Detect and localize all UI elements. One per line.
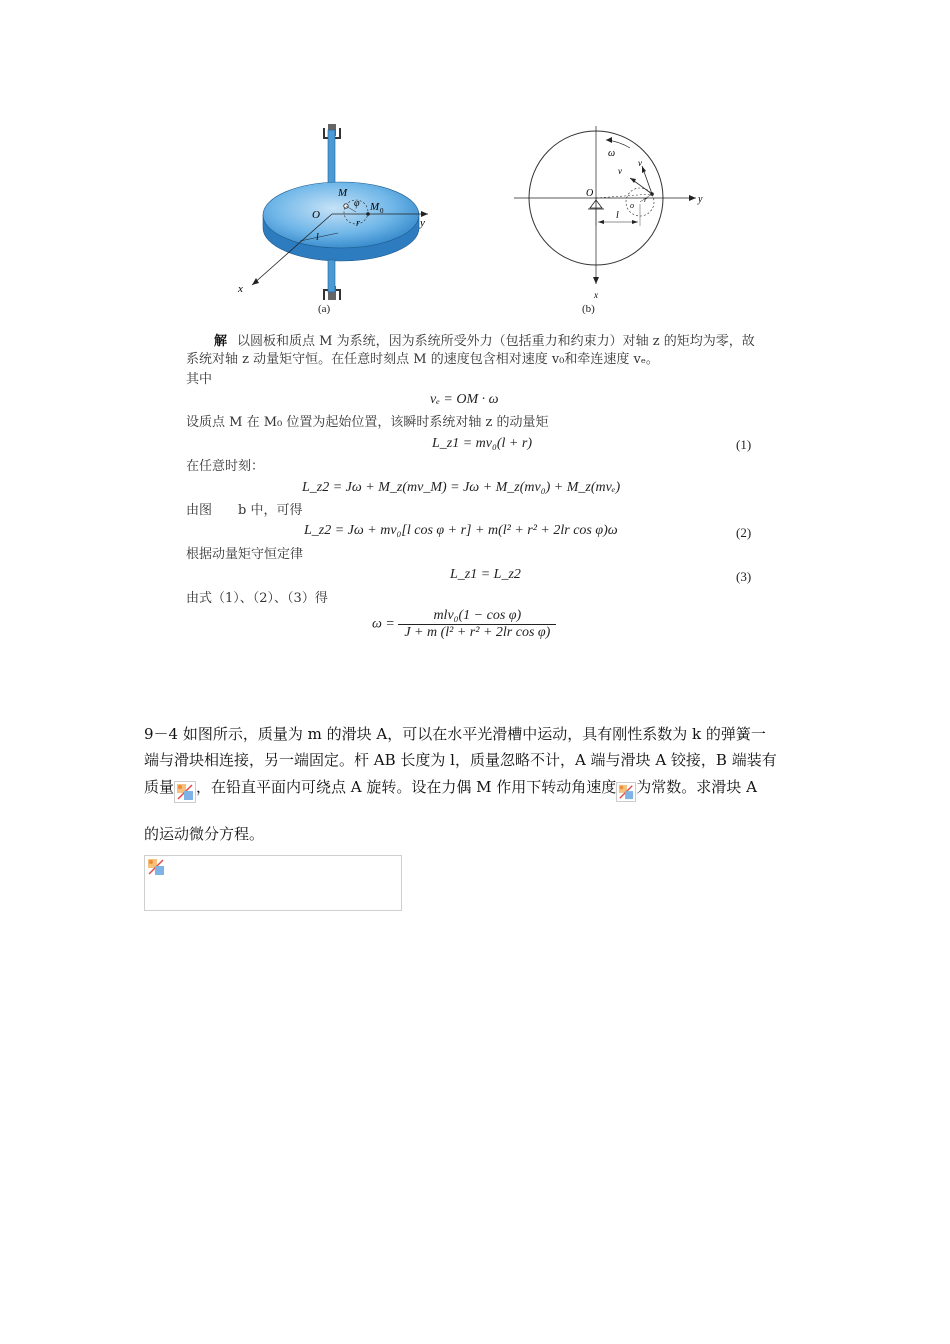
- problem-line-3b: ，在铅直平面内可绕点 A 旋转。设在力偶 M 作用下转动角速度: [196, 778, 617, 796]
- fig-b-label-y: y: [698, 194, 703, 205]
- fig-a-label-M0: M: [370, 201, 380, 213]
- equation-lz2-expand: L_z2 = Jω + M_z(mv_M) = Jω + M_z(mv₀) + M_z(mvₑ): [302, 480, 621, 495]
- equation-2-number: (2): [736, 525, 752, 540]
- figure-a: [228, 120, 438, 320]
- fig-b-label-l: l: [616, 210, 619, 221]
- fig-a-label-O: O: [312, 209, 320, 221]
- equation-2: L_z2 = Jω + mv₀[l cos φ + r] + m(l² + r² + 2lr cos φ)ω: [304, 523, 618, 538]
- solution-line4: 由图 b 中，可得: [186, 503, 303, 518]
- final-numerator: mlv₀(1 − cos φ): [398, 608, 556, 625]
- solution-line5: 根据动量矩守恒定律: [186, 547, 304, 562]
- solution-line2: 设质点 M 在 M₀ 位置为起始位置，该瞬时系统对轴 z 的动量矩: [186, 415, 549, 430]
- fig-b-label-vr: v: [618, 166, 622, 176]
- fig-a-label-M0-sub: 0: [380, 207, 384, 215]
- fig-a-label-l: l: [316, 232, 319, 243]
- problem-line-1: 9－4 如图所示，质量为 m 的滑块 A，可以在水平光滑槽中运动，具有刚性系数为 k 的弹簧一: [144, 725, 766, 743]
- final-fraction: [398, 608, 556, 641]
- fig-a-label-r: r: [356, 218, 360, 229]
- fig-b-label-x: x: [594, 290, 598, 300]
- solution-line6: 由式（1）、（2）、（3）得: [186, 591, 328, 606]
- final-lhs: ω =: [372, 616, 395, 632]
- missing-figure-frame: [144, 855, 402, 911]
- fig-a-label-y: y: [420, 217, 425, 229]
- problem-line-3c: 为常数。求滑块 A: [636, 778, 757, 796]
- fig-a-label-M: M: [338, 187, 348, 199]
- fig-b-label-o1: o: [630, 201, 634, 210]
- figure-a-caption: (a): [318, 303, 331, 315]
- solution-line3: 在任意时刻：: [186, 459, 265, 474]
- equation-1-number: (1): [736, 437, 752, 452]
- figure-b: [512, 122, 708, 302]
- broken-image-icon: [616, 782, 636, 802]
- problem-line-3: [144, 773, 757, 803]
- fig-b-label-r: r: [644, 195, 648, 204]
- equation-ve: vₑ = OM · ω: [430, 392, 499, 407]
- final-denominator: J + m (l² + r² + 2lr cos φ): [404, 625, 551, 640]
- equation-3-number: (3): [736, 569, 752, 584]
- solution-intro: 以圆板和质点 M 为系统，因为系统所受外力（包括重力和约束力）对轴 z 的矩均为零，故系统对轴 z 动量矩守恒。在任意时刻点 M 的速度包含相对速度 v₀和牵连速度 vₑ。: [186, 334, 755, 367]
- final-equation: [372, 608, 556, 641]
- solution-paragraph: [186, 333, 760, 369]
- problem-line-3a: 质量: [144, 778, 175, 796]
- equation-3: L_z1 = L_z2: [450, 567, 521, 582]
- solution-tail: 其中: [186, 372, 213, 387]
- solution-heading: 解: [214, 334, 228, 349]
- problem-line-2: 端与滑块相连接，另一端固定。杆 AB 长度为 l，质量忽略不计，A 端与滑块 A 铰接，B 端装有: [144, 751, 777, 769]
- fig-a-label-x: x: [238, 283, 243, 295]
- fig-b-label-O: O: [586, 188, 594, 199]
- problem-line-4: 的运动微分方程。: [144, 825, 265, 843]
- fig-b-label-ve: v: [638, 158, 642, 168]
- equation-1: L_z1 = mv₀(l + r): [432, 436, 532, 451]
- figure-b-caption: (b): [582, 303, 595, 315]
- broken-image-icon: [174, 781, 196, 803]
- broken-image-icon: [146, 857, 168, 879]
- fig-a-label-phi: φ: [354, 198, 360, 209]
- fig-b-label-omega: ω: [608, 148, 616, 159]
